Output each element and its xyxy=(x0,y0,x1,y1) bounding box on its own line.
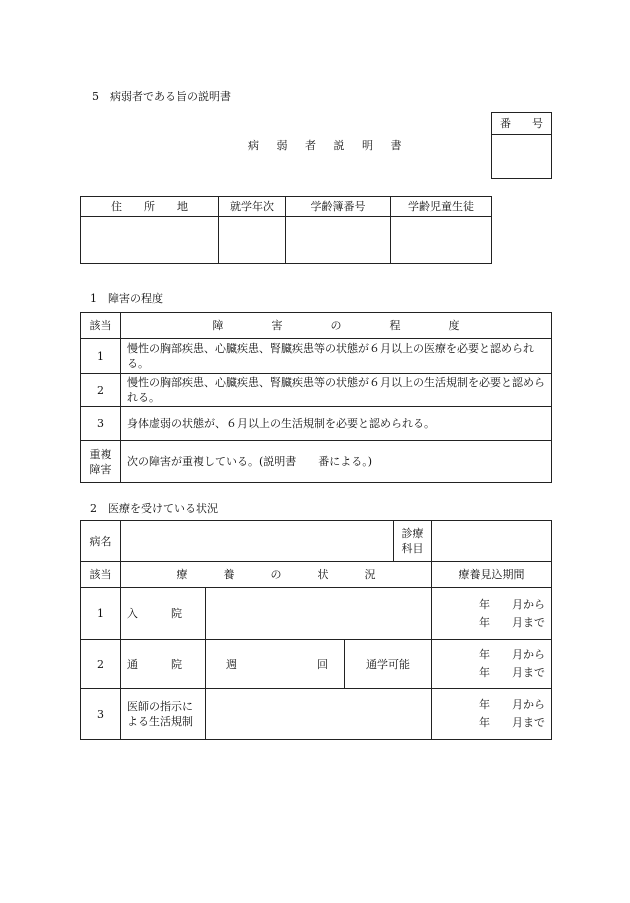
period-from: 年 月から xyxy=(479,698,545,711)
inpatient-detail-cell[interactable] xyxy=(206,588,432,640)
applicable-header: 該当 xyxy=(81,313,121,339)
overlap-label-line: 重複 xyxy=(89,447,112,461)
number-box xyxy=(491,112,552,179)
applicable-header: 該当 xyxy=(81,562,121,588)
register-number-cell[interactable] xyxy=(286,217,391,264)
degree-text: 慢性の胸部疾患、心臓疾患、腎臓疾患等の状態が６月以上の医療を必要と認められる。 xyxy=(121,339,552,374)
period-cell[interactable] xyxy=(432,689,552,740)
disease-value-cell[interactable] xyxy=(121,521,394,562)
degree-header xyxy=(121,313,552,339)
lifestyle-label-line: 医師の指示に xyxy=(127,700,193,713)
period-cell[interactable] xyxy=(432,588,552,640)
department-label xyxy=(394,521,432,562)
row-number[interactable]: 3 xyxy=(81,407,121,441)
lifestyle-detail-cell[interactable] xyxy=(206,689,432,740)
commute-possible-label: 通学可能 xyxy=(345,640,432,689)
week-label: 週 xyxy=(226,657,237,671)
address-header: 住 所 地 xyxy=(81,197,219,217)
status-header-char: の xyxy=(270,568,282,581)
period-to: 年 月まで xyxy=(479,666,545,679)
period-from: 年 月から xyxy=(479,597,545,611)
table-row xyxy=(81,588,552,640)
title-char: 弱 xyxy=(276,139,288,152)
title-char: 者 xyxy=(305,139,316,152)
status-header-char: 療 xyxy=(176,568,188,581)
title-char: 説 xyxy=(333,139,345,152)
table-row xyxy=(81,689,552,740)
degree-header-char: 障 xyxy=(212,319,224,332)
row-number[interactable]: 2 xyxy=(81,374,121,407)
document-title xyxy=(248,137,416,153)
table-row xyxy=(81,407,552,441)
table-row xyxy=(81,339,552,374)
department-value-cell[interactable] xyxy=(432,521,552,562)
school-year-header: 就学年次 xyxy=(219,197,286,217)
medical-status-table xyxy=(80,520,552,740)
department-label-line: 診療 xyxy=(401,527,424,540)
period-header: 療養見込期間 xyxy=(432,562,552,588)
inpatient-label: 入 院 xyxy=(121,588,206,640)
section1-title: 1 障害の程度 xyxy=(90,292,163,305)
row-number[interactable]: 2 xyxy=(81,640,121,689)
status-header-char: 養 xyxy=(223,568,235,581)
student-header: 学齢児童生徒 xyxy=(391,197,492,217)
title-char: 病 xyxy=(248,139,259,152)
status-header-char: 状 xyxy=(317,568,329,581)
school-year-cell[interactable] xyxy=(219,217,286,264)
disease-label: 病名 xyxy=(81,521,121,562)
period-cell[interactable] xyxy=(432,640,552,689)
visits-per-week-cell[interactable] xyxy=(206,640,345,689)
overlap-label xyxy=(81,441,121,483)
period-from: 年 月から xyxy=(479,648,545,661)
table-row xyxy=(81,441,552,483)
row-number[interactable]: 1 xyxy=(81,588,121,640)
lifestyle-label-line: よる生活規制 xyxy=(127,715,193,728)
disability-degree-table xyxy=(80,312,552,483)
degree-text: 身体虚弱の状態が、６月以上の生活規制を必要と認められる。 xyxy=(121,407,552,441)
row-number[interactable]: 1 xyxy=(81,339,121,374)
overlap-text: 次の障害が重複している。(説明書 番による。) xyxy=(121,441,552,483)
degree-text: 慢性の胸部疾患、心臓疾患、腎臓疾患等の状態が６月以上の生活規制を必要と認められる。 xyxy=(121,374,552,407)
student-info-table xyxy=(80,196,492,264)
degree-header-char: 度 xyxy=(448,319,460,332)
period-to: 年 月まで xyxy=(479,615,545,629)
number-label xyxy=(492,113,552,135)
status-header xyxy=(121,562,432,588)
department-label-line: 科目 xyxy=(401,542,424,555)
times-label: 回 xyxy=(317,657,328,671)
row-number[interactable]: 3 xyxy=(81,689,121,740)
lifestyle-restriction-label xyxy=(121,689,206,740)
number-value-cell[interactable] xyxy=(492,135,552,179)
degree-header-char: の xyxy=(330,319,342,332)
section-heading: 5 病弱者である旨の説明書 xyxy=(92,90,231,103)
table-row xyxy=(81,640,552,689)
table-row xyxy=(81,374,552,407)
overlap-label-line: 障害 xyxy=(89,462,112,476)
status-header-char: 況 xyxy=(364,568,376,581)
number-label-char: 号 xyxy=(532,117,543,130)
title-char: 書 xyxy=(390,139,402,152)
number-label-char: 番 xyxy=(500,117,511,130)
outpatient-label: 通 院 xyxy=(121,640,206,689)
student-cell[interactable] xyxy=(391,217,492,264)
address-cell[interactable] xyxy=(81,217,219,264)
degree-header-char: 程 xyxy=(389,319,401,332)
degree-header-char: 害 xyxy=(271,319,283,332)
section2-title: 2 医療を受けている状況 xyxy=(90,502,218,515)
period-to: 年 月まで xyxy=(479,716,545,729)
title-char: 明 xyxy=(362,139,373,152)
register-number-header: 学齢簿番号 xyxy=(286,197,391,217)
